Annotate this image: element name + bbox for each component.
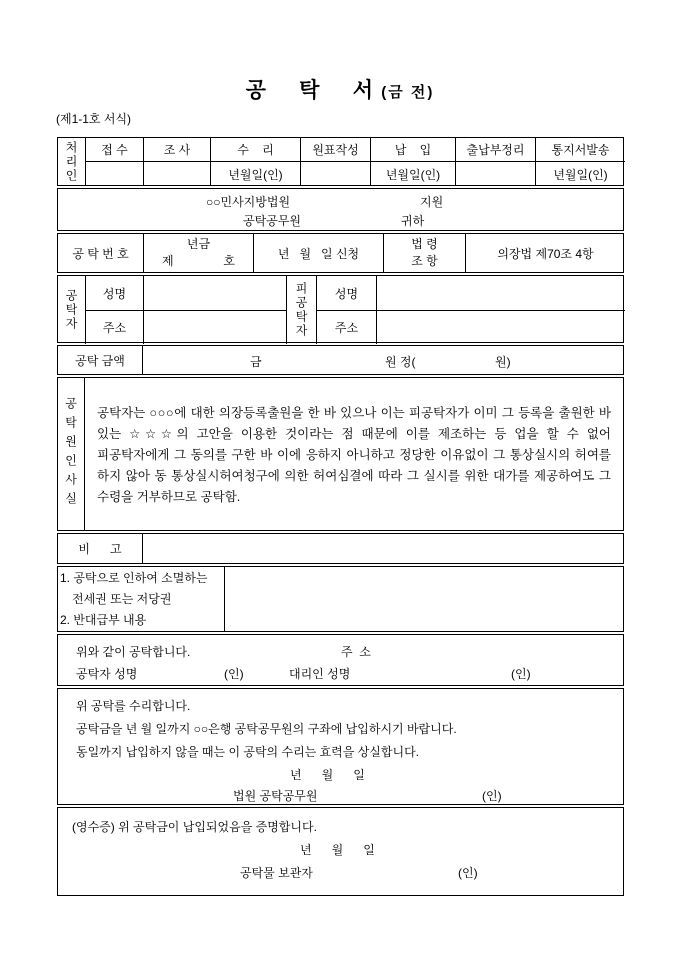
- notice-date-cell[interactable]: 년월일(인): [535, 161, 625, 186]
- amount-prefix: 금: [250, 355, 262, 369]
- reception-date-cell[interactable]: [85, 161, 143, 186]
- depositee-name-label: 성명: [316, 276, 376, 310]
- col-header-reception: 접 수: [85, 138, 143, 161]
- extinguish-field[interactable]: [225, 567, 623, 631]
- extinguish-line3: 2. 반대급부 내용: [60, 613, 147, 627]
- depositor-name-field[interactable]: [143, 276, 286, 310]
- acceptance-date-cell[interactable]: 년월일(인): [210, 161, 300, 186]
- page-title-main: 공 탁 서: [245, 79, 376, 102]
- review-date-cell[interactable]: [143, 161, 210, 186]
- remarks-field[interactable]: [143, 534, 623, 563]
- cashbook-date-cell[interactable]: [455, 161, 535, 186]
- col-header-payment: 납 입: [370, 138, 455, 161]
- declaration-agent-name-label: 대리인 성명: [289, 667, 351, 681]
- acceptance-line1: 위 공탁를 수리합니다.: [76, 699, 191, 713]
- statute-label: 법 령 조 항: [383, 234, 465, 272]
- amount-field[interactable]: [143, 346, 623, 374]
- deposit-form: [57, 137, 624, 896]
- declaration-addr-label: 주 소: [341, 645, 371, 659]
- form-code: (제1-1호 서식): [56, 112, 132, 126]
- receipt-custodian-label: 공탁물 보관자: [240, 866, 313, 880]
- deposit-officer-label: 공탁공무원: [243, 214, 301, 228]
- depositee-row-label: 피공탁자: [286, 276, 316, 344]
- extinguish-line1: 1. 공탁으로 인하여 소멸하는: [60, 571, 208, 585]
- deposit-number-label: 공 탁 번 호: [72, 246, 129, 261]
- parties-table: [57, 275, 624, 343]
- court-section: [57, 188, 624, 231]
- ledger-date-cell[interactable]: [300, 161, 370, 186]
- cause-section: [57, 377, 624, 531]
- receipt-seal[interactable]: (인): [458, 866, 478, 880]
- deposit-number-value[interactable]: 년금 제 호: [143, 234, 253, 272]
- processing-row-label: 처리인: [64, 141, 78, 183]
- acceptance-officer-label: 법원 공탁공무원: [233, 789, 318, 803]
- declaration-agent-seal[interactable]: (인): [511, 667, 531, 681]
- acceptance-seal[interactable]: (인): [482, 789, 502, 803]
- col-header-notice: 통지서발송: [535, 138, 625, 161]
- court-name[interactable]: ○○민사지방법원: [206, 195, 291, 209]
- page-title: [0, 74, 680, 104]
- depositor-addr-field[interactable]: [143, 310, 286, 344]
- statute-value[interactable]: 의장법 제70조 4항: [465, 234, 625, 272]
- cause-text[interactable]: 공탁자는 ○○○에 대한 의장등록출원을 한 바 있으나 이는 피공탁자가 이미 그 등록을 출원한 바 있는 ☆☆☆의 고안을 이용한 것이라는 점 때문에 이를 제조하는 등 업을 할 수 없어 피공탁자에게 그 동의를 구한 바 이에 응하지 아니하고 정당한 이유없이 그 통상실시의 허여를 하지 않아 동 통상실시허여청구에 의한 허여심결에 따라 그 실시를 위한 대가를 제공하여도 그 수령을 거부하므로 공탁함.: [97, 406, 611, 504]
- remarks-label: 비 고: [58, 534, 143, 563]
- depositor-name-label: 성명: [85, 276, 143, 310]
- col-header-cashbook: 출납부정리: [455, 138, 535, 161]
- extinguish-line2: 전세권 또는 저당권: [72, 592, 172, 606]
- amount-mid: 원 정(: [385, 355, 416, 369]
- receipt-statement: (영수증) 위 공탁금이 납입되었음을 증명합니다.: [72, 820, 317, 834]
- col-header-review: 조 사: [143, 138, 210, 161]
- amount-suffix: 원): [495, 355, 511, 369]
- col-header-ledger: 원표작성: [300, 138, 370, 161]
- amount-label: 공탁 금액: [58, 346, 143, 374]
- acceptance-date[interactable]: 년 월 일: [290, 768, 365, 782]
- processing-table: [57, 137, 624, 186]
- depositee-addr-label: 주소: [316, 310, 376, 344]
- acceptance-line2: 공탁금을 년 월 일까지 ○○은행 공탁공무원의 구좌에 납입하시기 바랍니다.: [76, 722, 457, 736]
- court-honorific: 귀하: [401, 214, 425, 228]
- extinguish-labels: [58, 567, 225, 631]
- extinguish-section: [57, 566, 624, 632]
- declaration-depositor-seal[interactable]: (인): [224, 667, 244, 681]
- court-branch: 지원: [420, 195, 444, 209]
- acceptance-section: [57, 688, 624, 805]
- declaration-statement: 위와 같이 공탁합니다.: [76, 645, 191, 659]
- page-title-paren: (금 전): [375, 84, 435, 101]
- depositee-addr-field[interactable]: [376, 310, 625, 344]
- cause-row-label: 공탁원인사실: [58, 378, 85, 530]
- depositor-addr-label: 주소: [85, 310, 143, 344]
- receipt-date[interactable]: 년 월 일: [300, 843, 375, 857]
- payment-date-cell[interactable]: 년월일(인): [370, 161, 455, 186]
- col-header-acceptance: 수 리: [210, 138, 300, 161]
- acceptance-line3: 동일까지 납입하지 않을 때는 이 공탁의 수리는 효력을 상실합니다.: [76, 745, 419, 759]
- deposit-number-row: [57, 233, 624, 273]
- amount-row: [57, 345, 624, 375]
- declaration-depositor-name-label: 공탁자 성명: [76, 667, 138, 681]
- receipt-section: [57, 807, 624, 896]
- application-date-cell[interactable]: 년 월 일 신청: [253, 234, 383, 272]
- depositor-row-label: 공탁자: [64, 289, 78, 331]
- remarks-row: [57, 533, 624, 564]
- declaration-section: [57, 634, 624, 686]
- depositee-name-field[interactable]: [376, 276, 625, 310]
